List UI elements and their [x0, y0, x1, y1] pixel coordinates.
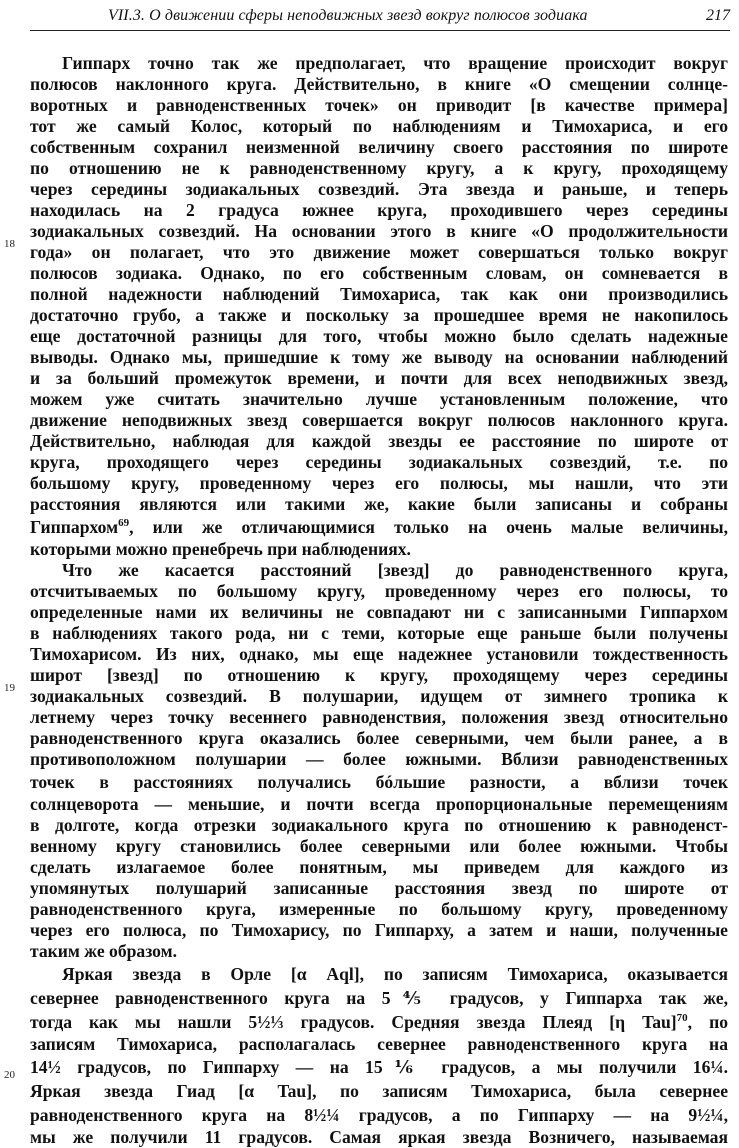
page-number: 217 — [706, 7, 730, 24]
text-line: мы же получили 11 градусов. Самая яркая звезда Возничего, называемая — [30, 1127, 728, 1147]
text-line: в наблюдениях такого рода, ни с теми, которые еще раньше были получены — [30, 623, 728, 643]
text-line: сделать излагаемое более понятным, мы приведем для каждого из — [30, 857, 728, 877]
text-line: Тимохарисом. Из них, однако, мы еще надежнее установили тождественность — [30, 644, 728, 664]
text-line: расстояния являются или такими же, какие были записаны и собраны — [30, 494, 728, 514]
text-line: круга, проходящего через середины зодиакальных созвездий, т.е. по — [30, 452, 728, 472]
text-line: через середины зодиакальных созвездий. Эта звезда и раньше, и теперь — [30, 179, 728, 199]
text-line: и за больший промежуток времени, и почти для всех неподвижных звезд, — [30, 368, 728, 388]
text-line: еще достаточной разницы для того, чтобы можно было сделать надежные — [30, 326, 728, 346]
text-line: полюсов наклонного круга. Действительно, в книге «О смещении солнце- — [30, 74, 728, 94]
paragraph — [30, 53, 728, 560]
footnote-ref-70[interactable]: 70 — [676, 1012, 688, 1024]
text-line: Действительно, наблюдая для каждой звезды ее расстояние по широте от — [30, 431, 728, 451]
text-run: , или же отличающимися только на очень малые величины, — [129, 517, 728, 537]
text-line: таким же образом. — [30, 941, 178, 961]
text-line: движение неподвижных звезд совершается вокруг полюсов наклонного круга. — [30, 410, 728, 430]
text-line: в долготе, когда отрезки зодиакального круга по отношению к равноденст- — [30, 815, 728, 835]
text-line: через его полюса, по Тимохарису, по Гиппарху, а затем и наши, полученные — [30, 920, 728, 940]
text-line: широт [звезд] по отношению к кругу, проходящему через середины — [30, 665, 728, 685]
body-text — [30, 53, 728, 1148]
text-line: Гиппарх точно так же предполагает, что вращение происходит вокруг — [62, 53, 728, 73]
text-line: венному кругу становились более северными или более южными. Чтобы — [30, 836, 728, 856]
text-line: Яркая звезда в Орле [α Aql], по записям Тимохариса, оказывается — [62, 964, 728, 984]
text-line: выводы. Однако мы, пришедшие к тому же выводу на основании наблюдений — [30, 347, 728, 367]
text-line: равноденственного круга на 8½¼ градусов, а по Гиппарху — на 9½¼, — [30, 1105, 728, 1125]
text-line — [30, 515, 728, 539]
text-line: противоположном полушарии — более южными. Вблизи равноденственных — [30, 749, 728, 769]
text-line: года» он полагает, что это движение может совершаться только вокруг — [30, 242, 728, 262]
paragraph — [30, 962, 728, 1148]
text-line: зодиакальных созвездий. В полушарии, идущем от зимнего тропика к — [30, 686, 728, 706]
text-line: Яркая звезда Гиад [α Tau], по записям Тимохариса, была севернее — [30, 1081, 728, 1101]
text-line: точек в расстояниях получались бóльшие разности, а вблизи точек — [30, 772, 728, 792]
margin-line-number: 20 — [4, 1069, 15, 1081]
text-line: Что же касается расстояний [звезд] до равноденственного круга, — [62, 560, 728, 580]
text-line: упомянутых полушарий записанные расстояния звезд по широте от — [30, 878, 728, 898]
text-line: которыми можно пренебречь при наблюдениях. — [30, 539, 411, 559]
footnote-ref-69[interactable]: 69 — [118, 517, 130, 529]
text-line: тот же самый Колос, который по наблюдениям и Тимохариса, и его — [30, 116, 728, 136]
text-line — [30, 1010, 728, 1034]
text-line: отсчитываемых по большому кругу, проведенному через его полюсы, то — [30, 581, 728, 601]
text-line: солнцеворота — меньшие, и почти всегда пропорциональные перемещениям — [30, 794, 728, 814]
text-line: можем уже считать значительно лучше установленным положение, что — [30, 389, 728, 409]
text-run: Гиппархом — [30, 517, 119, 537]
text-line: записям Тимохариса, располагалась севернее равноденственного круга на — [30, 1034, 728, 1054]
margin-line-number: 18 — [4, 238, 15, 250]
text-line: летнему через точку весеннего равноденствия, положения звезд относительно — [30, 707, 728, 727]
text-line: большому кругу, проведенному через его полюсы, мы нашли, что эти — [30, 473, 728, 493]
running-header — [30, 2, 730, 31]
text-line: по отношению не к равноденственному кругу, а к кругу, проходящему — [30, 158, 728, 178]
text-line: находилась на 2 градуса южнее круга, проходившего через середины — [30, 200, 728, 220]
text-line: равноденственного круга, измеренные по большому кругу, проведенному — [30, 899, 728, 919]
text-line: севернее равноденственного круга на 5⅘ градусов, у Гиппарха так же, — [30, 988, 728, 1008]
text-line: полной надежности наблюдений Тимохариса, так как они производились — [30, 284, 728, 304]
text-line: воротных и равноденственных точек» он приводит [в качестве примера] — [30, 95, 728, 115]
text-line: зодиакальных созвездий. На основании этого в книге «О продолжительности — [30, 221, 728, 241]
chapter-title: VII.3. О движении сферы неподвижных звезд вокруг полюсов зодиака — [108, 7, 588, 24]
text-line: собственным сохранил неизменной величину своего расстояния по широте — [30, 137, 728, 157]
margin-line-number: 19 — [4, 682, 15, 694]
paragraph — [30, 560, 728, 962]
text-line: полюсов зодиака. Однако, по его собственным словам, он сомневается в — [30, 263, 728, 283]
text-run: тогда как мы нашли 5½⅓ градусов. Средняя звезда Плеяд [η Tau] — [30, 1012, 677, 1032]
text-line: равноденственного круга оказались более северными, чем были ранее, а в — [30, 728, 728, 748]
text-line: достаточно грубо, а также и поскольку за прошедшее время не накопилось — [30, 305, 728, 325]
text-run: , по — [687, 1012, 729, 1032]
text-line: 14½ градусов, по Гиппарху — на 15⅙ градусов, а мы получили 16¼. — [30, 1057, 728, 1077]
text-line: определенные нами их величины не совпадают ни с записанными Гиппархом — [30, 602, 728, 622]
